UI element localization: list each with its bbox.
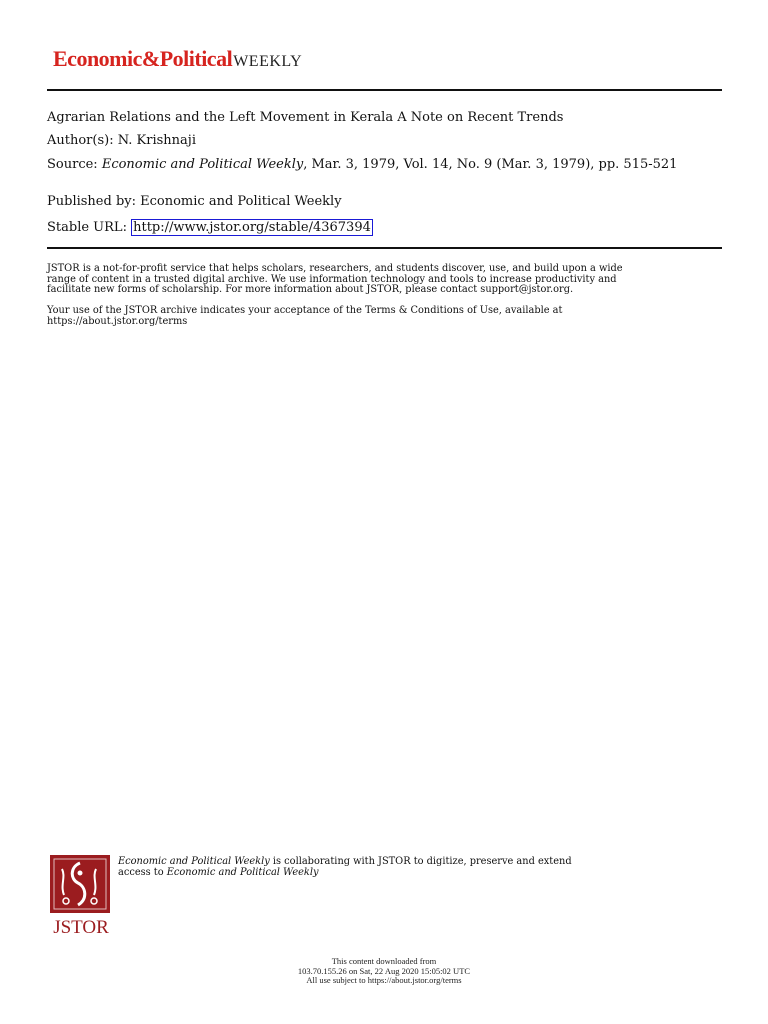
source-label: Source: — [47, 157, 98, 172]
article-source — [47, 157, 717, 172]
source-journal: Economic and Political Weekly — [101, 157, 304, 172]
collab-text-1: is collaborating with JSTOR to digitize, preserve and extend — [272, 856, 572, 867]
article-title: Agrarian Relations and the Left Movement in Kerala A Note on Recent Trends — [47, 110, 564, 125]
collab-journal-2: Economic and Political Weekly — [166, 867, 319, 878]
masthead-brand-main: Economic&Political — [53, 46, 233, 71]
footer-line-2: 103.70.155.26 on Sat, 22 Aug 2020 15:05:02 UTC — [297, 965, 471, 976]
terms-notice-paragraph: Your use of the JSTOR archive indicates your acceptance of the Terms & Conditions of Use, available at https://about.jstor.org/terms — [47, 305, 563, 327]
download-footer — [0, 957, 768, 986]
masthead-brand-weekly: WEEKLY — [233, 53, 303, 70]
published-label: Published by: — [47, 194, 136, 209]
top-divider — [47, 89, 722, 91]
stable-url-link[interactable]: http://www.jstor.org/stable/4367394 — [133, 220, 371, 235]
source-details: , Mar. 3, 1979, Vol. 14, No. 9 (Mar. 3, 1979), pp. 515-521 — [303, 157, 678, 172]
jstor-logo — [48, 855, 114, 937]
authors-value: N. Krishnaji — [117, 133, 196, 148]
masthead-logo — [53, 46, 302, 72]
stable-url-label: Stable URL: — [47, 220, 127, 235]
footer-line-1: This content downloaded from — [331, 956, 437, 966]
collab-journal-1: Economic and Political Weekly — [118, 856, 270, 867]
footer-line-3: All use subject to https://about.jstor.org/terms — [306, 975, 462, 985]
jstor-notice-paragraph: JSTOR is a not-for-profit service that helps scholars, researchers, and students discover, use, and build upon a wide range of content in a trusted digital archive. We use information technology and tools to increase productivity and facilitate new forms of scholarship. For more information about JSTOR, please contact support@jstor.org. — [47, 263, 623, 296]
publisher-value: Economic and Political Weekly — [140, 194, 342, 209]
bottom-divider — [47, 247, 722, 249]
authors-label: Author(s): — [47, 133, 114, 148]
article-authors — [47, 133, 717, 148]
article-stable-url — [47, 219, 717, 236]
jstor-logo-label: JSTOR — [53, 917, 109, 937]
collaboration-statement — [118, 856, 718, 878]
article-publisher — [47, 194, 717, 209]
collab-text-2: access to — [118, 867, 164, 878]
